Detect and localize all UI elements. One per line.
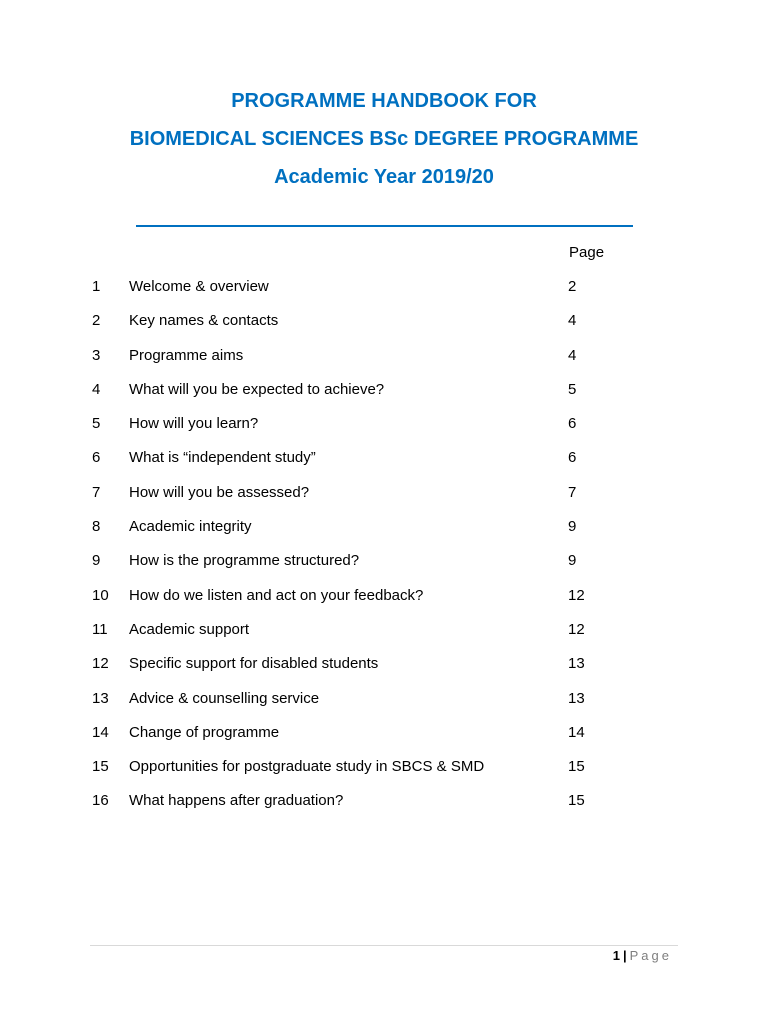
toc-row-page: 14 xyxy=(568,723,585,741)
toc-row-number: 3 xyxy=(92,346,101,364)
toc-row[interactable] xyxy=(0,791,768,825)
toc-row-number: 8 xyxy=(92,518,101,536)
toc-row[interactable] xyxy=(0,620,768,654)
toc-row-number: 16 xyxy=(92,792,109,810)
toc-row-page: 9 xyxy=(568,552,577,570)
toc-row[interactable] xyxy=(0,654,768,688)
toc-row-title: Advice & counselling service xyxy=(129,689,320,707)
toc-row-page: 6 xyxy=(568,449,577,467)
page-footer xyxy=(613,948,672,964)
toc-row-title: What is “independent study” xyxy=(129,449,316,467)
toc-row[interactable] xyxy=(0,586,768,620)
toc-row-page: 15 xyxy=(568,792,585,810)
toc-row-number: 6 xyxy=(92,449,101,467)
toc-row-title: Academic support xyxy=(129,620,250,638)
footer-rule xyxy=(90,945,678,946)
toc-row-number: 9 xyxy=(92,552,101,570)
footer-page-label: Page xyxy=(629,948,672,963)
toc-row[interactable] xyxy=(0,757,768,791)
title-line-2: BIOMEDICAL SCIENCES BSc DEGREE PROGRAMME xyxy=(129,128,639,150)
toc-row-page: 7 xyxy=(568,483,577,501)
toc-row-title: Key names & contacts xyxy=(129,312,279,330)
toc-row-number: 4 xyxy=(92,380,101,398)
toc-row-number: 13 xyxy=(92,689,109,707)
toc-row[interactable] xyxy=(0,346,768,380)
toc-row[interactable] xyxy=(0,277,768,311)
toc-row-page: 5 xyxy=(568,380,577,398)
toc-row-title: Academic integrity xyxy=(129,518,252,536)
toc-row-page: 13 xyxy=(568,655,585,673)
toc-row-number: 7 xyxy=(92,483,101,501)
table-of-contents xyxy=(0,277,768,826)
toc-page-column-header: Page xyxy=(569,244,605,261)
toc-row-page: 2 xyxy=(568,278,577,295)
title-underline-rule xyxy=(136,225,633,227)
toc-row[interactable] xyxy=(0,689,768,723)
toc-row[interactable] xyxy=(0,311,768,345)
toc-row-title: Welcome & overview xyxy=(129,278,269,295)
toc-row-number: 11 xyxy=(92,620,108,638)
toc-row-number: 12 xyxy=(92,655,109,673)
toc-row-number: 1 xyxy=(92,278,101,295)
toc-row-title: How is the programme structured? xyxy=(129,552,360,570)
toc-row-page: 15 xyxy=(568,758,585,776)
toc-row-number: 10 xyxy=(92,586,109,604)
toc-row-title: Change of programme xyxy=(129,723,280,741)
toc-row-title: How will you be assessed? xyxy=(129,483,310,501)
toc-row-title: How do we listen and act on your feedback? xyxy=(129,586,424,604)
toc-row-number: 2 xyxy=(92,312,101,330)
toc-row-page: 4 xyxy=(568,312,577,330)
toc-row[interactable] xyxy=(0,723,768,757)
toc-row[interactable] xyxy=(0,414,768,448)
toc-row-title: How will you learn? xyxy=(129,415,259,433)
toc-row[interactable] xyxy=(0,517,768,551)
footer-page-number: 1 xyxy=(612,948,620,963)
toc-row-page: 9 xyxy=(568,518,577,536)
title-line-1: PROGRAMME HANDBOOK FOR xyxy=(231,90,537,112)
toc-row-page: 12 xyxy=(568,586,585,604)
toc-row-number: 15 xyxy=(92,758,109,776)
toc-row-number: 14 xyxy=(92,723,109,741)
document-title xyxy=(0,86,768,200)
toc-row-title: What will you be expected to achieve? xyxy=(129,380,385,398)
toc-row-title: Programme aims xyxy=(129,346,244,364)
toc-row-title: Opportunities for postgraduate study in SBCS & SMD xyxy=(129,758,485,776)
toc-row[interactable] xyxy=(0,551,768,585)
toc-row[interactable] xyxy=(0,483,768,517)
toc-row-title: Specific support for disabled students xyxy=(129,655,379,673)
toc-row-title: What happens after graduation? xyxy=(129,792,344,810)
toc-row-page: 6 xyxy=(568,415,577,433)
toc-row-page: 12 xyxy=(568,620,585,638)
toc-row[interactable] xyxy=(0,448,768,482)
toc-row[interactable] xyxy=(0,380,768,414)
title-line-3: Academic Year 2019/20 xyxy=(274,166,494,188)
toc-row-number: 5 xyxy=(92,415,101,433)
footer-separator: | xyxy=(622,948,627,963)
toc-row-page: 13 xyxy=(568,689,585,707)
toc-row-page: 4 xyxy=(568,346,577,364)
